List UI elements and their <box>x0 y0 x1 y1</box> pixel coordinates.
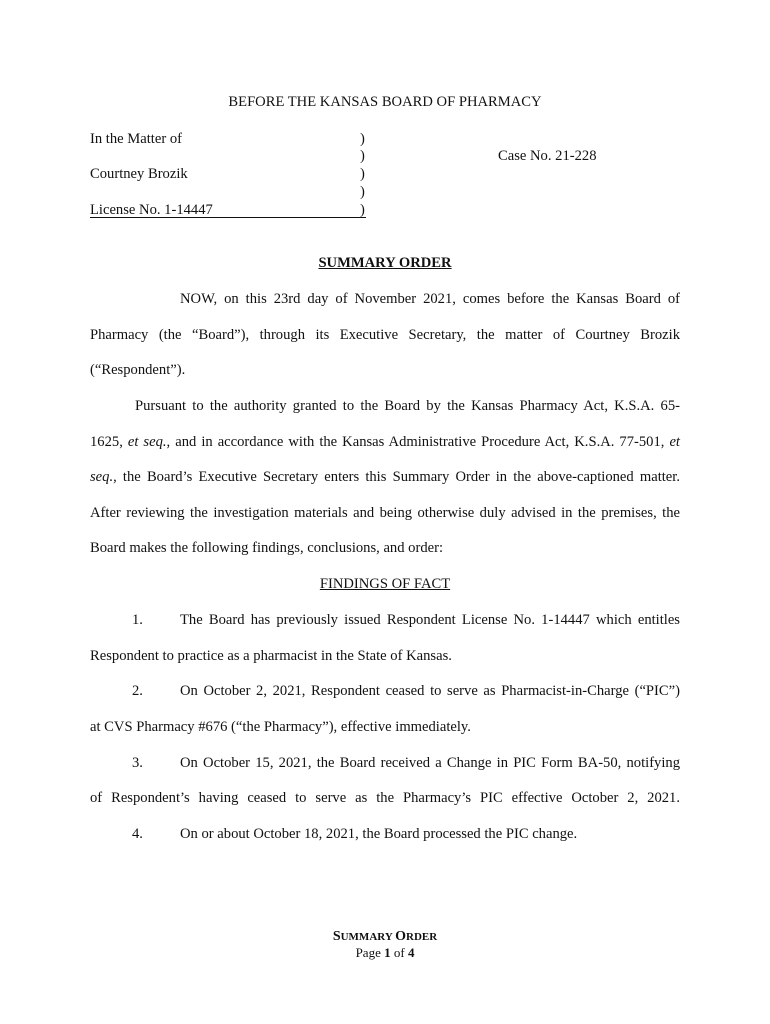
finding-line: On or about October 18, 2021, the Board processed the PIC change. <box>180 826 578 842</box>
footer-title: SUMMARY ORDER <box>332 929 438 944</box>
caption-underline <box>90 217 366 218</box>
page-indicator: Page 1 of 4 <box>355 945 415 960</box>
finding-line: On October 2, 2021, Respondent ceased to serve as Pharmacist-in-Charge (“PIC”) <box>180 683 680 699</box>
paragraph-line: After reviewing the investigation materials and being otherwise duly advised in the premises, the <box>90 505 680 521</box>
license-number: License No. 1-14447 <box>90 202 213 218</box>
caption-paren: ) <box>360 166 365 182</box>
findings-heading: FINDINGS OF FACT <box>319 576 451 592</box>
matter-label: In the Matter of <box>90 131 182 147</box>
finding-number: 3. <box>132 755 143 771</box>
paragraph-line: 1625, et seq., and in accordance with the Kansas Administrative Procedure Act, K.S.A. 77-501, et <box>90 434 680 450</box>
paragraph-line: Board makes the following findings, conclusions, and order: <box>90 540 444 556</box>
paragraph-line: Pharmacy (the “Board”), through its Executive Secretary, the matter of Courtney Brozik <box>90 327 680 343</box>
order-title: SUMMARY ORDER <box>318 255 452 271</box>
caption-paren: ) <box>360 202 365 218</box>
finding-line: The Board has previously issued Respondent License No. 1-14447 which entitles <box>180 612 680 628</box>
document-header: BEFORE THE KANSAS BOARD OF PHARMACY <box>228 94 542 110</box>
finding-line: On October 15, 2021, the Board received a Change in PIC Form BA-50, notifying <box>180 755 680 771</box>
caption-paren: ) <box>360 131 365 147</box>
finding-line: Respondent to practice as a pharmacist in the State of Kansas. <box>90 648 452 664</box>
finding-number: 1. <box>132 612 143 628</box>
caption-paren: ) <box>360 184 365 200</box>
paragraph-line: seq., the Board’s Executive Secretary enters this Summary Order in the above-captioned matter. <box>90 469 680 485</box>
paragraph-line: NOW, on this 23rd day of November 2021, comes before the Kansas Board of <box>180 291 680 307</box>
finding-number: 2. <box>132 683 143 699</box>
finding-line: of Respondent’s having ceased to serve as the Pharmacy’s PIC effective October 2, 2021. <box>90 790 680 806</box>
paragraph-line: (“Respondent”). <box>90 362 186 378</box>
caption-paren: ) <box>360 148 365 164</box>
finding-line: at CVS Pharmacy #676 (“the Pharmacy”), effective immediately. <box>90 719 471 735</box>
case-number: Case No. 21-228 <box>498 148 597 164</box>
respondent-name: Courtney Brozik <box>90 166 188 182</box>
finding-number: 4. <box>132 826 143 842</box>
paragraph-line: Pursuant to the authority granted to the Board by the Kansas Pharmacy Act, K.S.A. 65- <box>135 398 680 414</box>
